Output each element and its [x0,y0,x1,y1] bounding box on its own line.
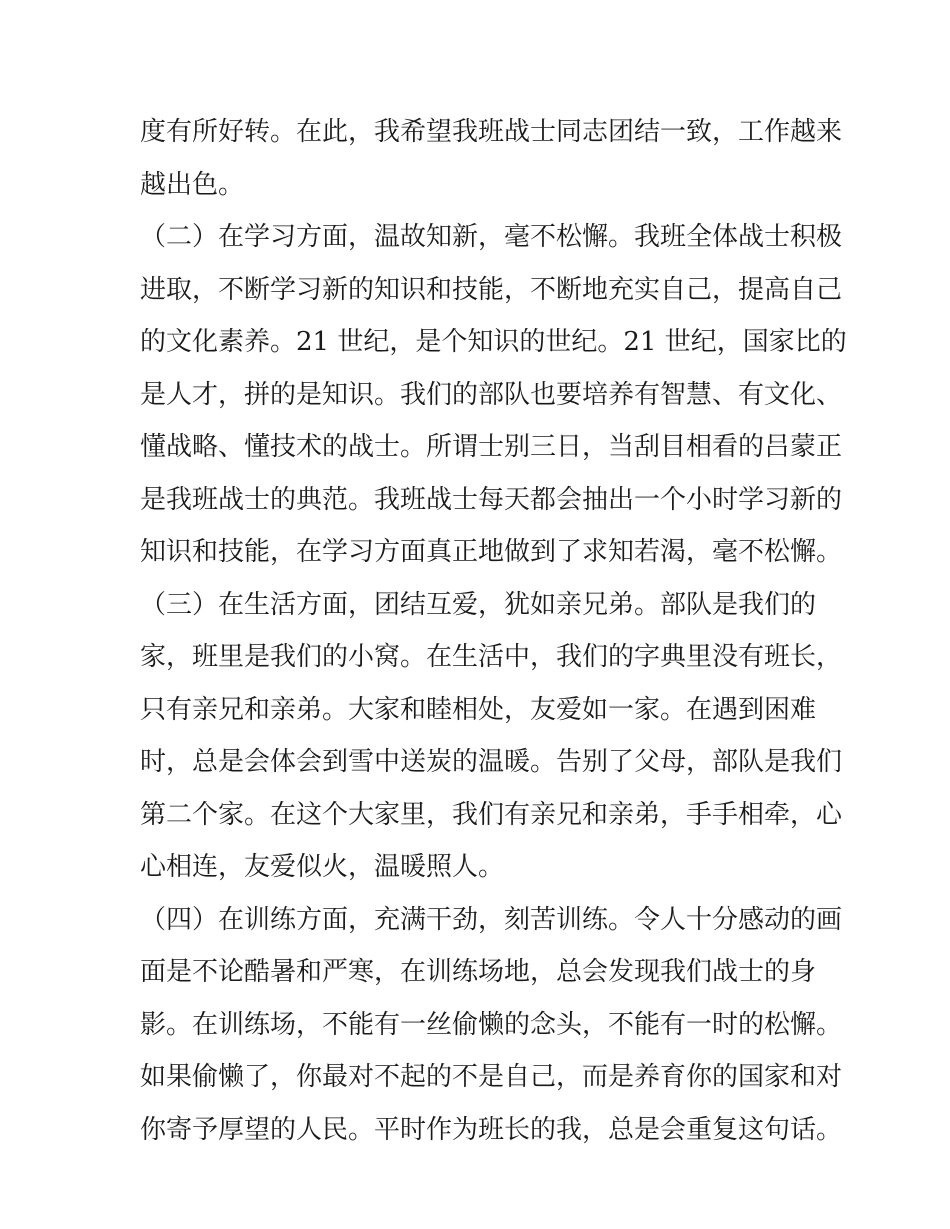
text-line: 进取，不断学习新的知识和技能，不断地充实自己，提高自己 [140,274,843,305]
body-text [140,106,847,1156]
text-line: 知识和技能，在学习方面真正地做到了求知若渴，毫不松懈。 [140,537,843,567]
text-line: 家，班里是我们的小窝。在生活中，我们的字典里没有班长， [140,642,843,672]
text-line: 只有亲兄和亲弟。大家和睦相处，友爱如一家。在遇到困难 [140,694,817,725]
text-line: 是人才，拼的是知识。我们的部队也要培养有智慧、有文化、 [140,379,843,410]
text-line: 如果偷懒了，你最对不起的不是自己，而是养育你的国家和对 [140,1062,843,1092]
text-line: 第二个家。在这个大家里，我们有亲兄和亲弟，手手相牵，心 [140,799,843,830]
text-line: 心相连，友爱似火，温暖照人。 [140,852,505,882]
text-line: （三）在生活方面，团结互爱，犹如亲兄弟。部队是我们的 [140,589,817,620]
text-line: 越出色。 [140,169,245,200]
text-line: 影。在训练场，不能有一丝偷懒的念头，不能有一时的松懈。 [140,1009,843,1040]
text-line: 面是不论酷暑和严寒，在训练场地，总会发现我们战士的身 [140,957,817,987]
text-line: （二）在学习方面，温故知新，毫不松懈。我班全体战士积极 [140,222,843,252]
text-line: 你寄予厚望的人民。平时作为班长的我，总是会重复这句话。 [140,1114,843,1145]
text-line: 的文化素养。21 世纪，是个知识的世纪。21 世纪，国家比的 [140,327,847,357]
text-line: 是我班战士的典范。我班战士每天都会抽出一个小时学习新的 [140,484,843,515]
text-line: 度有所好转。在此，我希望我班战士同志团结一致，工作越来 [140,117,843,147]
text-line: 时，总是会体会到雪中送炭的温暖。告别了父母，部队是我们 [140,747,843,777]
text-line: 懂战略、懂技术的战士。所谓士别三日，当刮目相看的吕蒙正 [140,432,843,462]
text-line: （四）在训练方面，充满干劲，刻苦训练。令人十分感动的画 [140,904,843,935]
